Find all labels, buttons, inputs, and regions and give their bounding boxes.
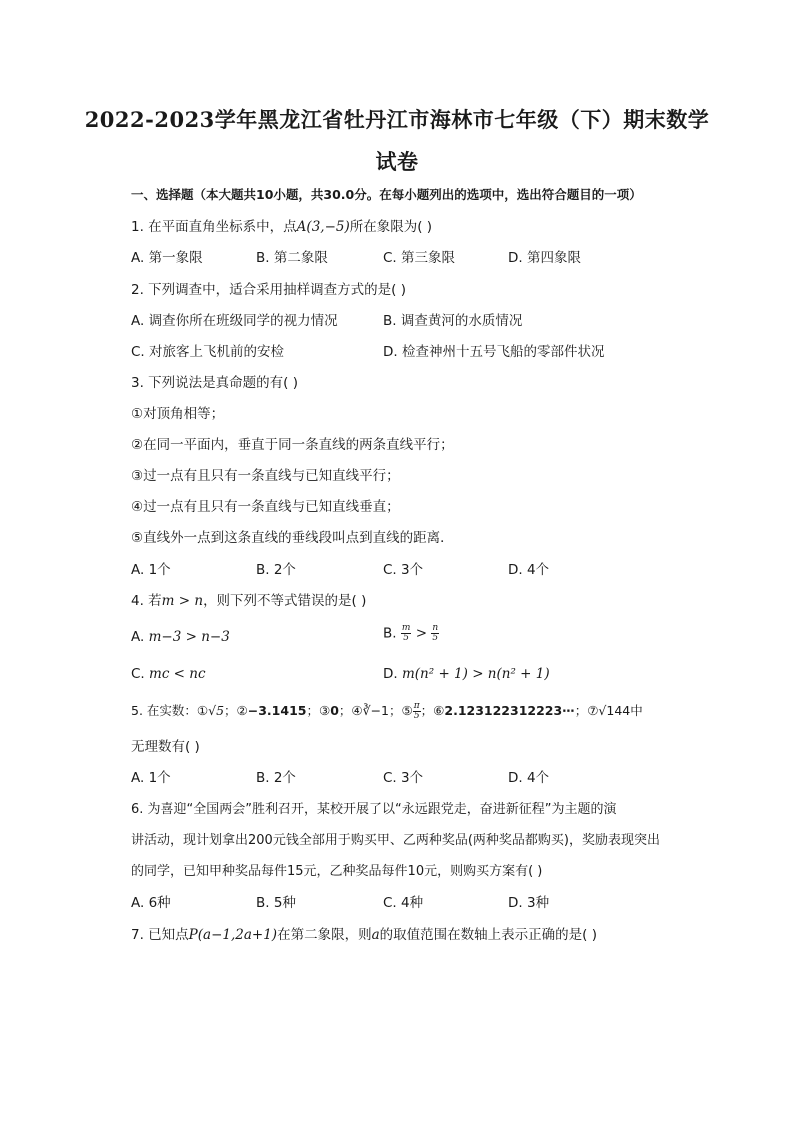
- question-3-stem: 3. 下列说法是真命题的有( ): [131, 375, 298, 391]
- fraction-denominator: 5: [413, 711, 420, 721]
- question-6-line-2: 讲活动，现计划拿出200元钱全部用于购买甲、乙两种奖品(两种奖品都购买)，奖励表现突出: [131, 833, 660, 848]
- question-7-stem: [131, 926, 597, 944]
- fraction-denominator: 5: [403, 633, 409, 643]
- question-5-stem-line2: 无理数有( ): [131, 739, 200, 755]
- q5-option-a: A. 1个: [131, 770, 171, 786]
- q4-option-a: [131, 628, 230, 646]
- q5-option-d: D. 4个: [508, 770, 550, 786]
- q5-option-b: B. 2个: [256, 770, 296, 786]
- separator: ；④: [338, 703, 363, 718]
- fraction-numerator: n: [432, 623, 439, 633]
- fraction: [431, 624, 439, 643]
- question-2-stem: 2. 下列调查中，适合采用抽样调查方式的是( ): [131, 282, 406, 298]
- q1-text: 1. 在平面直角坐标系中，点: [131, 219, 297, 235]
- q4-option-d-label: D.: [383, 666, 402, 682]
- q4-option-c: [131, 665, 206, 683]
- q3-statement-5: ⑤直线外一点到这条直线的垂线段叫点到直线的距离．: [131, 530, 454, 546]
- separator: ；⑤: [389, 703, 413, 718]
- question-1-stem: [131, 218, 432, 236]
- separator: ；②: [224, 703, 248, 718]
- real-number-5: [413, 702, 421, 721]
- q4-math: m > n: [161, 593, 204, 609]
- q2-option-b: B. 调查黄河的水质情况: [383, 313, 523, 329]
- page-title: 2022-2023学年黑龙江省牡丹江市海林市七年级（下）期末数学: [84, 107, 710, 132]
- real-number-1: √5: [208, 703, 225, 718]
- real-number-7: √144: [598, 703, 631, 718]
- q4-option-b-label: B.: [383, 625, 401, 642]
- fraction-numerator: m: [401, 623, 411, 633]
- q4-option-d: [383, 665, 550, 683]
- q1-math: A(3,−5): [296, 219, 350, 235]
- q4-option-a-label: A.: [131, 629, 149, 645]
- q7-math-variable: a: [371, 927, 380, 943]
- q2-option-c: C. 对旅客上飞机前的安检: [131, 344, 285, 360]
- question-5-stem: [131, 702, 643, 721]
- fraction-denominator: 5: [432, 633, 439, 643]
- q1-option-d: D. 第四象限: [508, 250, 581, 266]
- real-number-4: ∛−1: [362, 703, 390, 718]
- q4-option-c-label: C.: [131, 666, 150, 682]
- q1-option-c: C. 第三象限: [383, 250, 456, 266]
- real-number-3: 0: [330, 703, 339, 718]
- q5-text: 5. 在实数：①: [131, 703, 209, 718]
- question-6-line-3: 的同学，已知甲种奖品每件15元，乙种奖品每件10元，则购买方案有( ): [131, 864, 543, 879]
- real-number-2: −3.1415: [247, 703, 307, 718]
- q7-text: 7. 已知点: [131, 927, 189, 943]
- q1-option-a: A. 第一象限: [131, 250, 203, 266]
- page-title-continued: 试卷: [375, 149, 419, 174]
- fraction: [401, 624, 412, 643]
- q2-option-a: A. 调查你所在班级同学的视力情况: [131, 313, 338, 329]
- question-4-stem: [131, 592, 366, 610]
- section-heading: 一、选择题（本大题共10小题，共30.0分。在每小题列出的选项中，选出符合题目的一项）: [131, 187, 642, 202]
- q6-option-d: D. 3种: [508, 895, 550, 911]
- q6-option-a: A. 6种: [131, 895, 171, 911]
- q2-option-d: D. 检查神州十五号飞船的零部件状况: [383, 344, 605, 360]
- q5-text-end: 中: [630, 703, 643, 718]
- fraction-numerator: π: [413, 701, 420, 711]
- q1-option-b: B. 第二象限: [256, 250, 328, 266]
- q3-statement-3: ③过一点有且只有一条直线与已知直线平行；: [131, 468, 400, 484]
- q7-math: P(a−1,2a+1): [188, 927, 278, 943]
- q4-option-a-math: m−3 > n−3: [148, 629, 230, 645]
- q3-option-c: C. 3个: [383, 562, 424, 578]
- q7-text-end: 的取值范围在数轴上表示正确的是( ): [379, 927, 597, 943]
- question-6-line-1: 6. 为喜迎“全国两会”胜利召开，某校开展了以“永远跟党走，奋进新征程”为主题的演: [131, 802, 617, 817]
- q6-option-b: B. 5种: [256, 895, 296, 911]
- separator: ；⑥: [420, 703, 445, 718]
- q3-statement-1: ①对顶角相等；: [131, 406, 225, 422]
- separator: ；⑦: [574, 703, 599, 718]
- q3-option-b: B. 2个: [256, 562, 296, 578]
- q3-statement-2: ②在同一平面内，垂直于同一条直线的两条直线平行；: [131, 437, 454, 453]
- q4-option-b: [383, 624, 439, 643]
- q3-statement-4: ④过一点有且只有一条直线与已知直线垂直；: [131, 499, 400, 515]
- q1-text-end: 所在象限为( ): [349, 219, 433, 235]
- q5-option-c: C. 3个: [383, 770, 424, 786]
- q3-option-a: A. 1个: [131, 562, 171, 578]
- q4-option-c-math: mc < nc: [149, 666, 206, 682]
- real-number-6: 2.123122312223⋯: [444, 703, 575, 718]
- q7-text-mid: 在第二象限，则: [277, 927, 372, 943]
- operator: >: [411, 625, 432, 642]
- q6-option-c: C. 4种: [383, 895, 424, 911]
- q3-option-d: D. 4个: [508, 562, 550, 578]
- q4-text: 4. 若: [131, 593, 162, 609]
- q4-option-d-math: m(n² + 1) > n(n² + 1): [401, 666, 550, 682]
- q4-text-end: ，则下列不等式错误的是( ): [203, 593, 367, 609]
- separator: ；③: [306, 703, 331, 718]
